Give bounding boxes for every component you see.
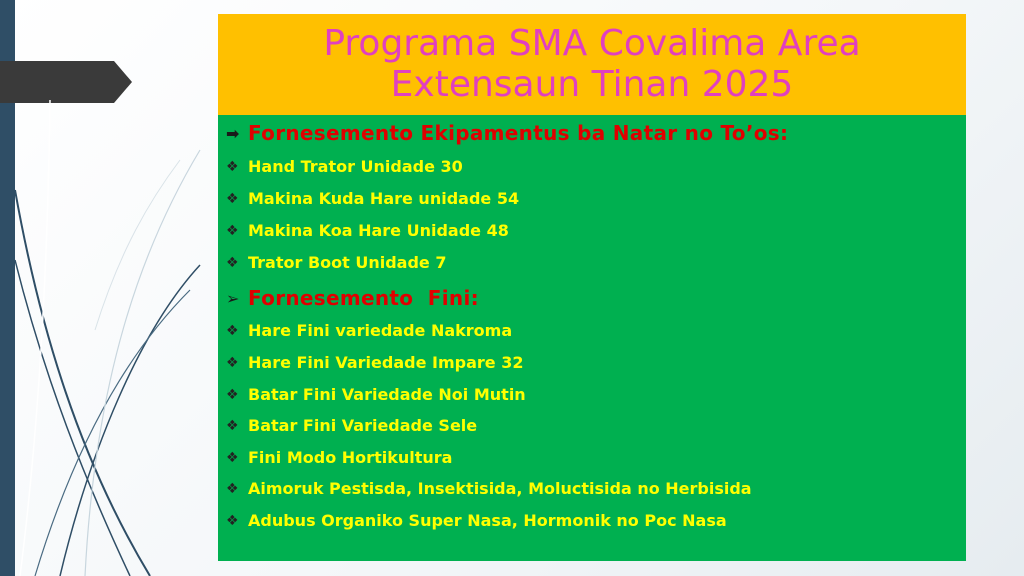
diamond-bullet-icon: ❖ — [226, 254, 239, 271]
diamond-bullet-icon: ❖ — [226, 512, 239, 529]
diamond-bullet-icon: ❖ — [226, 480, 239, 497]
list-item-label: Makina Kuda Hare unidade 54 — [248, 189, 520, 208]
list-item — [226, 385, 526, 404]
list-item — [226, 511, 727, 530]
section-heading-label: Fornesemento Ekipamentus ba Natar no To’os: — [248, 121, 789, 145]
list-item-label: Makina Koa Hare Unidade 48 — [248, 221, 509, 240]
diamond-bullet-icon: ❖ — [226, 158, 239, 175]
diamond-bullet-icon: ❖ — [226, 386, 239, 403]
list-item — [226, 189, 519, 208]
list-item-label: Hare Fini variedade Nakroma — [248, 321, 513, 340]
section-heading-equipment — [226, 121, 788, 145]
list-item — [226, 353, 523, 372]
list-item-label: Trator Boot Unidade 7 — [248, 253, 447, 272]
list-item-label: Batar Fini Variedade Sele — [248, 416, 478, 435]
arrowhead-bullet-icon: ➢ — [226, 288, 240, 308]
title-line-2: Extensaun Tinan 2025 — [390, 63, 794, 105]
list-item-label: Hand Trator Unidade 30 — [248, 157, 463, 176]
list-item — [226, 253, 446, 272]
list-item — [226, 221, 509, 240]
list-item-label: Adubus Organiko Super Nasa, Hormonik no Poc Nasa — [248, 511, 727, 530]
list-item-label: Fini Modo Hortikultura — [248, 448, 453, 467]
arrow-bullet-icon: ➡ — [226, 123, 240, 143]
section-heading-seeds — [226, 286, 479, 310]
title-line-1: Programa SMA Covalima Area — [323, 23, 861, 65]
list-item — [226, 416, 477, 435]
list-item-label: Aimoruk Pestisda, Insektisida, Moluctisida no Herbisida — [248, 479, 752, 498]
diamond-bullet-icon: ❖ — [226, 322, 239, 339]
content-box — [218, 115, 966, 561]
diamond-bullet-icon: ❖ — [226, 190, 239, 207]
slide-title — [218, 14, 966, 115]
list-item — [226, 157, 463, 176]
diamond-bullet-icon: ❖ — [226, 449, 239, 466]
list-item — [226, 448, 452, 467]
list-item — [226, 479, 752, 498]
list-item-label: Batar Fini Variedade Noi Mutin — [248, 385, 526, 404]
section-heading-label: Fornesemento Fini: — [248, 286, 479, 310]
list-item — [226, 321, 512, 340]
diamond-bullet-icon: ❖ — [226, 354, 239, 371]
diamond-bullet-icon: ❖ — [226, 222, 239, 239]
list-item-label: Hare Fini Variedade Impare 32 — [248, 353, 524, 372]
diamond-bullet-icon: ❖ — [226, 417, 239, 434]
